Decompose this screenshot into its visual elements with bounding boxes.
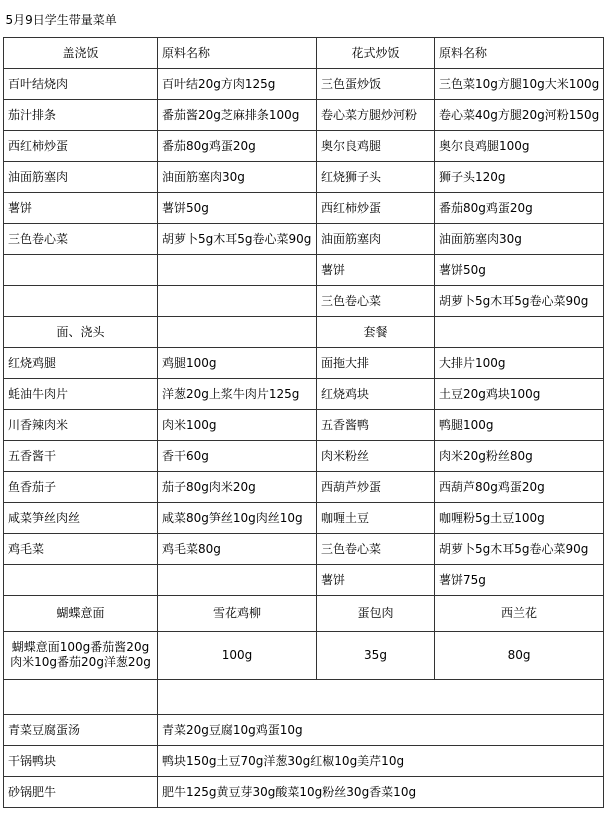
dish-name: 砂锅肥牛: [4, 776, 158, 807]
dish-name: 川香辣肉米: [4, 409, 158, 440]
dish-name: 蚝油牛肉片: [4, 378, 158, 409]
empty-cell: [158, 564, 317, 595]
dish-name: 油面筋塞肉: [317, 223, 435, 254]
ingredients: 肉米100g: [158, 409, 317, 440]
dish-name: 油面筋塞肉: [4, 161, 158, 192]
section-header: 面、浇头: [4, 316, 158, 347]
ingredients: 100g: [158, 631, 317, 679]
ingredients: 番茄酱20g芝麻排条100g: [158, 99, 317, 130]
ingredients: 薯饼50g: [158, 192, 317, 223]
dish-name: 三色卷心菜: [4, 223, 158, 254]
ingredients: 咖喱粉5g土豆100g: [435, 502, 604, 533]
dish-name: 青菜豆腐蛋汤: [4, 714, 158, 745]
empty-cell: [4, 564, 158, 595]
dish-name: 薯饼: [317, 254, 435, 285]
dish-name: 五香酱鸭: [317, 409, 435, 440]
dish-name: 鱼香茄子: [4, 471, 158, 502]
empty-cell: [158, 316, 317, 347]
ingredients: 薯饼75g: [435, 564, 604, 595]
menu-title: 5月9日学生带量菜单: [5, 13, 117, 28]
empty-cell: [4, 254, 158, 285]
ingredients: 狮子头120g: [435, 161, 604, 192]
column-header: 原料名称: [158, 37, 317, 68]
dish-name: 蛋包肉: [317, 595, 435, 631]
column-header: 原料名称: [435, 37, 604, 68]
ingredients: 油面筋塞肉30g: [158, 161, 317, 192]
dish-name: 西红柿炒蛋: [317, 192, 435, 223]
ingredients: 茄子80g肉米20g: [158, 471, 317, 502]
dish-name: 红烧鸡块: [317, 378, 435, 409]
ingredients: 鸡腿100g: [158, 347, 317, 378]
ingredients: [4, 631, 158, 679]
dish-name: 卷心菜方腿炒河粉: [317, 99, 435, 130]
ingredients: 土豆20g鸡块100g: [435, 378, 604, 409]
ingredients: 青菜20g豆腐10g鸡蛋10g: [158, 714, 604, 745]
dish-name: 三色卷心菜: [317, 285, 435, 316]
dish-name: 面拖大排: [317, 347, 435, 378]
ingredients: 卷心菜40g方腿20g河粉150g: [435, 99, 604, 130]
ingredients: 鸭腿100g: [435, 409, 604, 440]
dish-name: 薯饼: [317, 564, 435, 595]
ingredients-line: 肉米10g番茄20g洋葱20g: [10, 655, 151, 669]
ingredients: 香干60g: [158, 440, 317, 471]
ingredients: 番茄80g鸡蛋20g: [158, 130, 317, 161]
ingredients: 80g: [435, 631, 604, 679]
dish-name: 红烧鸡腿: [4, 347, 158, 378]
empty-cell: [4, 679, 158, 714]
section-header: 套餐: [317, 316, 435, 347]
dish-name: 干锅鸭块: [4, 745, 158, 776]
dish-name: 奥尔良鸡腿: [317, 130, 435, 161]
section-header: 盖浇饭: [4, 37, 158, 68]
ingredients: 咸菜80g笋丝10g肉丝10g: [158, 502, 317, 533]
dish-name: 鸡毛菜: [4, 533, 158, 564]
dish-name: 西葫芦炒蛋: [317, 471, 435, 502]
ingredients-line: 蝴蝶意面100g番茄酱20g: [11, 640, 150, 654]
dish-name: 百叶结烧肉: [4, 68, 158, 99]
dish-name: 红烧狮子头: [317, 161, 435, 192]
section-header: 花式炒饭: [317, 37, 435, 68]
ingredients: 胡萝卜5g木耳5g卷心菜90g: [435, 533, 604, 564]
ingredients: 35g: [317, 631, 435, 679]
ingredients: 肥牛125g黄豆芽30g酸菜10g粉丝30g香菜10g: [158, 776, 604, 807]
ingredients: 肉米20g粉丝80g: [435, 440, 604, 471]
ingredients: 洋葱20g上浆牛肉片125g: [158, 378, 317, 409]
empty-cell: [158, 679, 604, 714]
dish-name: 三色卷心菜: [317, 533, 435, 564]
ingredients: 油面筋塞肉30g: [435, 223, 604, 254]
ingredients: 胡萝卜5g木耳5g卷心菜90g: [435, 285, 604, 316]
ingredients: 番茄80g鸡蛋20g: [435, 192, 604, 223]
dish-name: 茄汁排条: [4, 99, 158, 130]
dish-name: 蝴蝶意面: [4, 595, 158, 631]
empty-cell: [435, 316, 604, 347]
ingredients: 鸡毛菜80g: [158, 533, 317, 564]
dish-name: 西兰花: [435, 595, 604, 631]
dish-name: 肉米粉丝: [317, 440, 435, 471]
ingredients: 奥尔良鸡腿100g: [435, 130, 604, 161]
ingredients: 大排片100g: [435, 347, 604, 378]
ingredients: 三色菜10g方腿10g大米100g: [435, 68, 604, 99]
dish-name: 西红柿炒蛋: [4, 130, 158, 161]
dish-name: 雪花鸡柳: [158, 595, 317, 631]
ingredients: 胡萝卜5g木耳5g卷心菜90g: [158, 223, 317, 254]
empty-cell: [4, 285, 158, 316]
ingredients: 百叶结20g方肉125g: [158, 68, 317, 99]
ingredients: 西葫芦80g鸡蛋20g: [435, 471, 604, 502]
empty-cell: [158, 285, 317, 316]
ingredients: 鸭块150g土豆70g洋葱30g红椒10g美芹10g: [158, 745, 604, 776]
dish-name: 三色蛋炒饭: [317, 68, 435, 99]
empty-cell: [158, 254, 317, 285]
menu-table: [3, 4, 604, 808]
dish-name: 咸菜笋丝肉丝: [4, 502, 158, 533]
dish-name: 五香酱干: [4, 440, 158, 471]
ingredients: 薯饼50g: [435, 254, 604, 285]
dish-name: 薯饼: [4, 192, 158, 223]
dish-name: 咖喱土豆: [317, 502, 435, 533]
